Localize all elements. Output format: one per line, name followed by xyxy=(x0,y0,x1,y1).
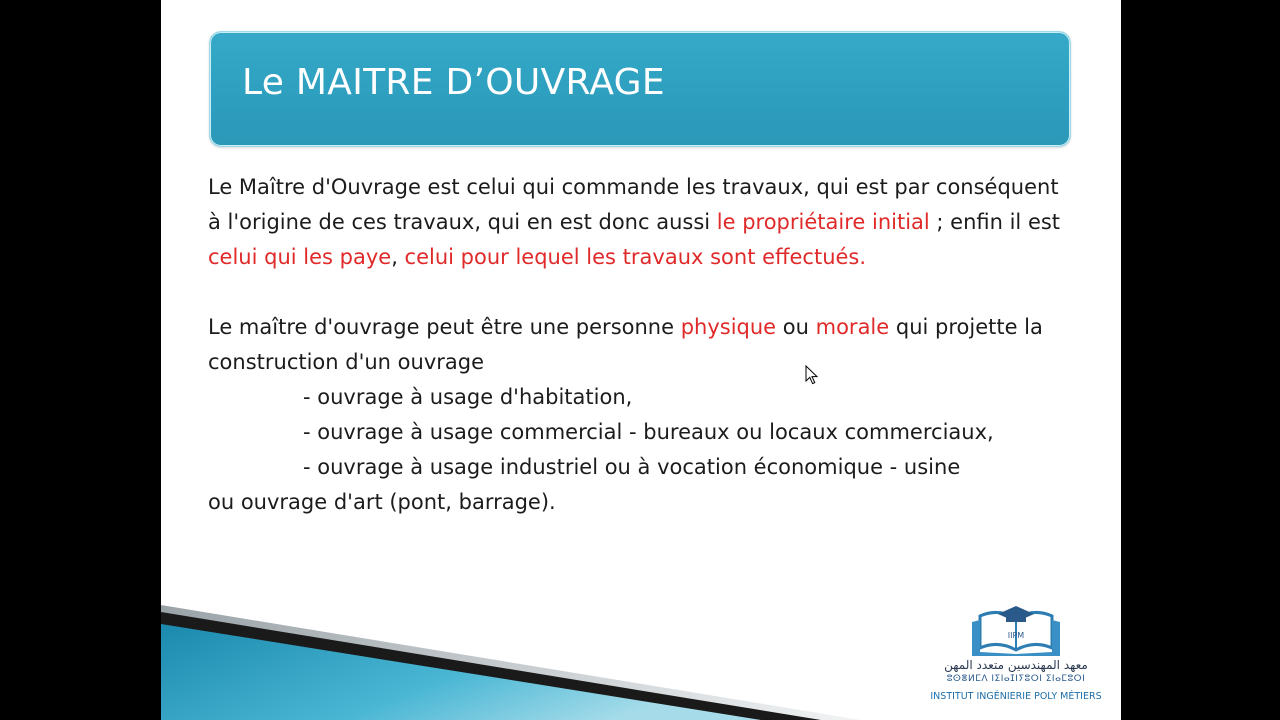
highlight-effectues: celui pour lequel les travaux sont effectués. xyxy=(404,245,867,269)
text-run: ou xyxy=(776,315,816,339)
text-run: Le maître d'ouvrage peut être une personne xyxy=(208,315,681,339)
graduation-cap-book-icon xyxy=(968,602,1064,658)
logo-abbr: IIPM xyxy=(1007,631,1025,640)
paragraph-definition xyxy=(208,170,1078,275)
highlight-morale: morale xyxy=(815,315,890,339)
slide-title: Le MAITRE D’OUVRAGE xyxy=(242,62,665,103)
highlight-physique: physique xyxy=(680,315,777,339)
slide-body xyxy=(208,170,1078,520)
iipm-logo xyxy=(921,600,1111,710)
mouse-pointer-icon xyxy=(805,365,819,385)
text-run: ou ouvrage d'art (pont, barrage). xyxy=(208,490,556,514)
decorative-swoosh xyxy=(161,600,861,720)
title-banner xyxy=(209,31,1071,147)
list-item: - ouvrage à usage commercial - bureaux ou locaux commerciaux, xyxy=(303,420,994,444)
text-run: qui projette la construction d'un ouvrage xyxy=(208,315,1043,374)
highlight-proprietaire: le propriétaire initial xyxy=(716,210,930,234)
paragraph-types xyxy=(208,310,1078,520)
text-run: , xyxy=(391,245,405,269)
slide xyxy=(161,0,1121,720)
logo-arabic-name: معهد المهندسين متعدد المهن xyxy=(944,658,1088,672)
text-run: ; enfin il est xyxy=(929,210,1061,234)
logo-tifinagh-name: ⵓⵙⴻⵍⵎⴷ ⵏⵉⵏⴰⵊⵏⵢⵓⵔⵏ ⵉⵏⴰⵎⵓⵔⵏ xyxy=(946,674,1086,684)
highlight-paye: celui qui les paye xyxy=(208,245,392,269)
list-item: - ouvrage à usage d'habitation, xyxy=(303,385,633,409)
list-item: - ouvrage à usage industriel ou à vocation économique - usine xyxy=(303,455,961,479)
logo-institute-name: INSTITUT INGÉNIERIE POLY MÉTIERS xyxy=(930,691,1102,702)
text-run: Le Maître d'Ouvrage est celui qui commande les travaux, qui est par conséquent à l'origine de ces travaux, qui en est donc aussi xyxy=(208,175,1059,234)
